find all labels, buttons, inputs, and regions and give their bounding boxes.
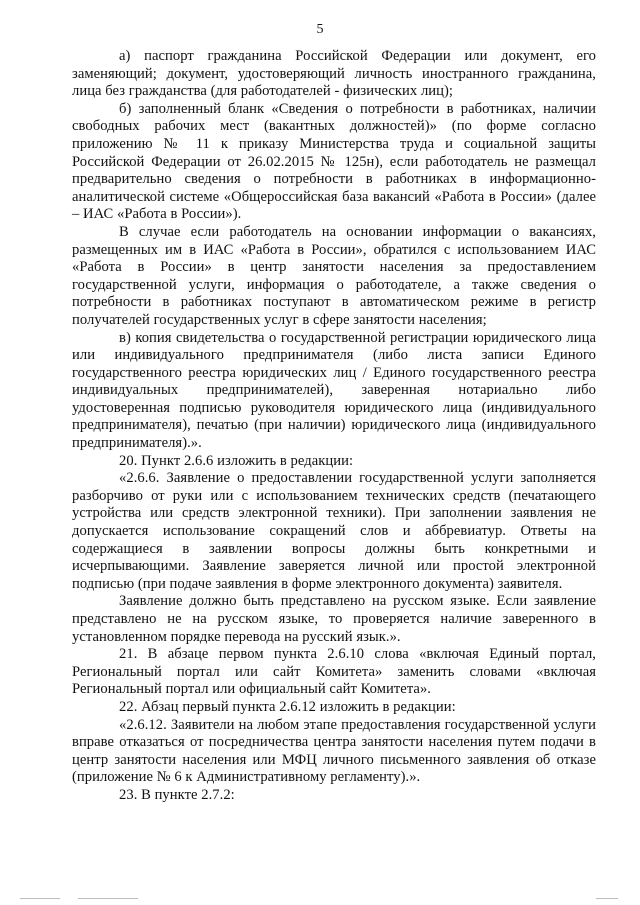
scan-artifact-line (78, 898, 138, 899)
paragraph-item-22: 22. Абзац первый пункта 2.6.12 изложить в редакции: (119, 698, 456, 715)
paragraph-blank-form: б) заполненный бланк «Сведения о потребности в работниках, наличии свободных рабочих мест (вакантных должностей)» (по форме согласно приложению № 11 к приказу Министерства труда и социальной защиты Российской Федерации от 26.02.2015 № 125н), если работодатель не размещал предварительно сведения о потребности в работниках в информационно-аналитической системе «Общероссийская база вакансий «Работа в России» (далее – ИАС «Работа в России»). (72, 100, 596, 223)
paragraph-ias-case: В случае если работодатель на основании информации о вакансиях, размещенных им в ИАС «Работа в России», обратился с использованием ИАС «Работа в России» в центр занятости населения за предоставлением государственной услуги, информация о работодателе, а также сведения о потребности в работниках поступают в автоматическом режиме в регистр получателей государственных услуг в сфере занятости населения; (72, 223, 596, 328)
scan-artifact-line (20, 898, 60, 899)
paragraph-2-6-12: «2.6.12. Заявители на любом этапе предоставления государственной услуги вправе отказаться от посредничества центра занятости населения путем подачи в центр занятости населения или МФЦ личного письменного заявления об отказе (приложение № 6 к Административному регламенту).». (72, 716, 596, 786)
paragraph-item-23: 23. В пункте 2.7.2: (119, 786, 235, 803)
paragraph-russian-language: Заявление должно быть представлено на русском языке. Если заявление представлено не на русском языке, то проверяется наличие заверенного в установленном порядке перевода на русский язык.». (72, 593, 596, 645)
scan-artifact-line (596, 898, 618, 899)
paragraph-item-20: 20. Пункт 2.6.6 изложить в редакции: (119, 452, 354, 469)
document-body (72, 48, 596, 805)
page-number: 5 (316, 22, 324, 37)
paragraph-passport: а) паспорт гражданина Российской Федерации или документ, его заменяющий; документ, удостоверяющий личность иностранного гражданина, лица без гражданства (для работодателей - физических лиц); (72, 48, 596, 100)
paragraph-registration-copy: в) копия свидетельства о государственной регистрации юридического лица или индивидуального предпринимателя (либо листа записи Единого государственного реестра юридических лиц / Единого государственного реестра индивидуальных предпринимателей), заверенная нотариально либо удостоверенная подписью руководителя юридического лица (индивидуального предпринимателя), печатью (при наличии) юридического лица (индивидуального предпринимателя).». (72, 329, 596, 452)
paragraph-2-6-6: «2.6.6. Заявление о предоставлении государственной услуги заполняется разборчиво от руки или с использованием технических средств (печатающего устройства или средств электронной техники). При заполнении заявления не допускается использование сокращений слов и аббревиатур. Ответы на содержащиеся в заявлении вопросы должны быть конкретными и исчерпывающими. Заявление заверяется личной или простой электронной подписью (при подаче заявления в форме электронного документа) заявителя. (72, 470, 596, 592)
paragraph-item-21: 21. В абзаце первом пункта 2.6.10 слова «включая Единый портал, Региональный портал или сайт Комитета» заменить словами «включая Региональный портал или официальный сайт Комитета». (72, 646, 596, 698)
